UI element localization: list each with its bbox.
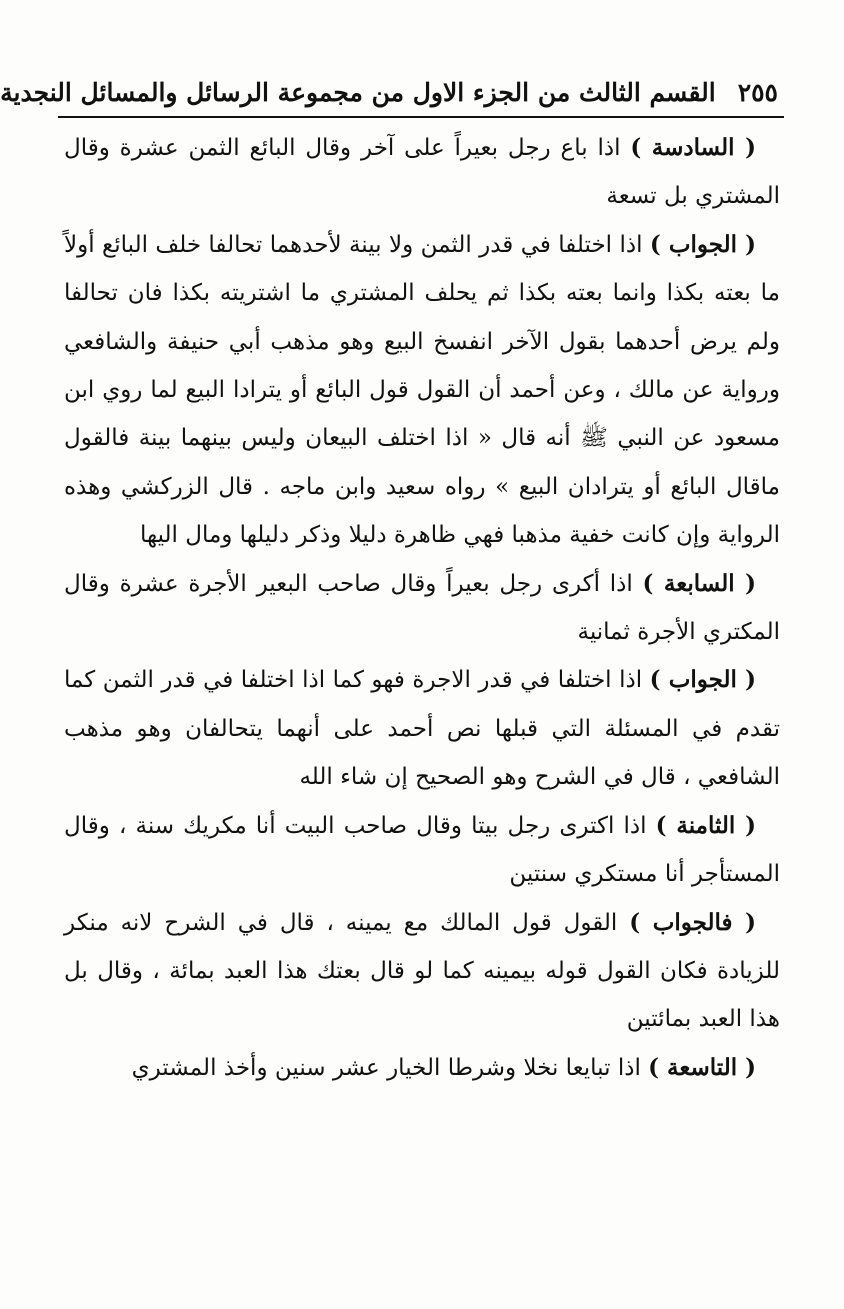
paragraph-answer-6 xyxy=(64,221,780,560)
paragraph-text: اذا اكترى رجل بيتا وقال صاحب البيت أنا مكريك سنة ، وقال المستأجر أنا مستكري سنتين xyxy=(64,812,780,888)
paragraph-label: ( الجواب ) xyxy=(649,230,757,258)
paragraph-text: اذا تبايعا نخلا وشرطا الخيار عشر سنين وأخذ المشتري xyxy=(131,1054,649,1081)
running-header xyxy=(0,72,778,112)
paragraph-text: اذا باع رجل بعيراً على آخر وقال البائع الثمن عشرة وقال المشتري بل تسعة xyxy=(64,135,780,210)
paragraph-question-6 xyxy=(64,124,780,221)
paragraph-label: ( فالجواب ) xyxy=(629,908,756,936)
page-number: ٢٥٥ xyxy=(737,77,778,107)
paragraph-label: ( السابعة ) xyxy=(642,569,757,597)
paragraph-text: القول قول المالك مع يمينه ، قال في الشرح لانه منكر للزيادة فكان القول قوله بيمينه كما لو قال بعتك هذا العبد بمائة ، وقال بل هذا العبد بمائتين xyxy=(64,909,780,1033)
body-text xyxy=(64,124,780,1092)
paragraph-question-9 xyxy=(64,1044,780,1092)
paragraph-text: اذا اختلفا في قدر الاجرة فهو كما اذا اختلفا في قدر الثمن كما تقدم في المسئلة التي قبلها نص أحمد على أنهما يتحالفان وهو مذهب الشافعي ، قال في الشرح وهو الصحيح إن شاء الله xyxy=(64,667,780,791)
header-rule xyxy=(58,116,784,118)
paragraph-label: ( السادسة ) xyxy=(630,134,756,161)
paragraph-question-7 xyxy=(64,560,780,657)
paragraph-answer-7 xyxy=(64,656,780,801)
paragraph-label: ( التاسعة ) xyxy=(648,1053,756,1081)
paragraph-label: ( الثامنة ) xyxy=(655,811,757,839)
paragraph-answer-8 xyxy=(64,899,780,1044)
header-title: القسم الثالث من الجزء الاول من مجموعة الرسائل والمسائل النجدية xyxy=(0,77,716,107)
paragraph-text: اذا أكرى رجل بعيراً وقال صاحب البعير الأجرة عشرة وقال المكتري الأجرة ثمانية xyxy=(64,570,780,646)
paragraph-question-8 xyxy=(64,802,780,899)
paragraph-text: اذا اختلفا في قدر الثمن ولا بينة لأحدهما تحالفا خلف البائع أولاً ما بعته بكذا وانما بعته بكذا ثم يحلف المشتري ما اشتريته بكذا فان تحالفا ولم يرض أحدهما بقول الآخر انفسخ البيع وهو مذهب أبي حنيفة والشافعي ورواية عن مالك ، وعن أحمد أن القول قول البائع أو يترادا البيع لما روي ابن مسعود عن النبي ﷺ أنه قال « اذا اختلف البيعان وليس بينهما بينة فالقول ماقال البائع أو يترادان البيع » رواه سعيد وابن ماجه . قال الزركشي وهذه الرواية وإن كانت خفية مذهبا فهي ظاهرة دليلا وذكر دليلها ومال اليها xyxy=(64,231,780,549)
paragraph-label: ( الجواب ) xyxy=(649,666,756,694)
